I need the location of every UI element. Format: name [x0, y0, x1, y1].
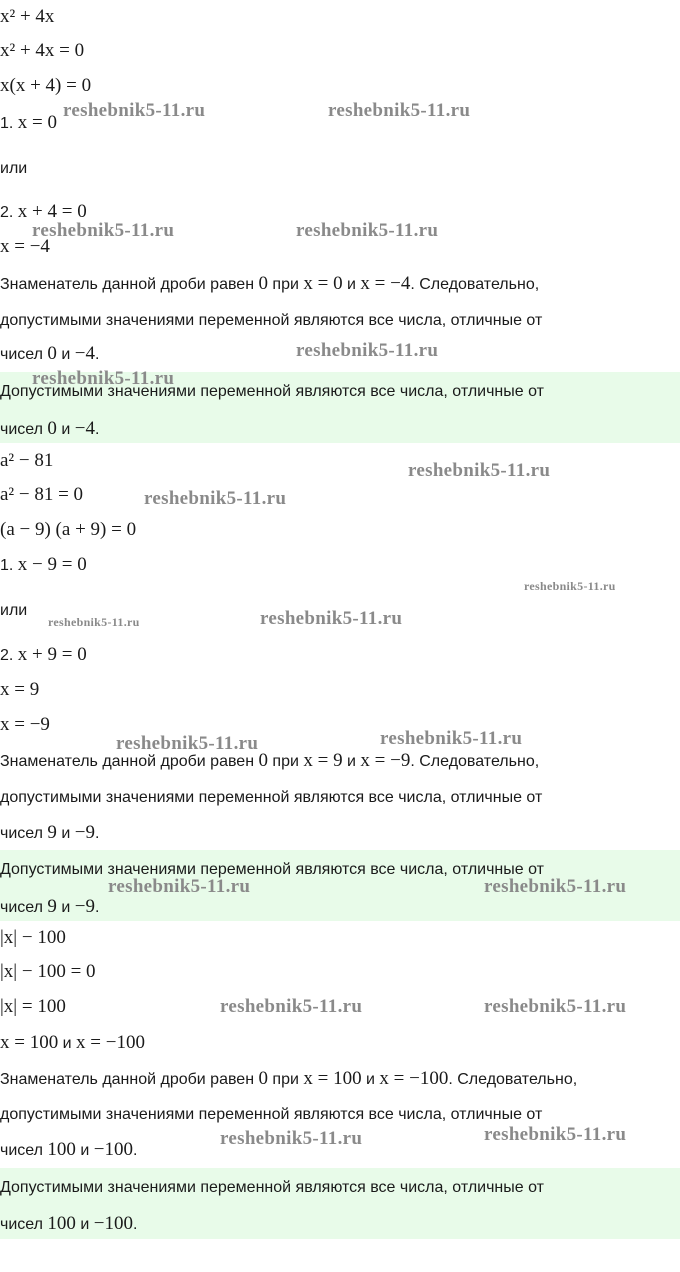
expr-p1-line6: x = −4 [0, 236, 50, 257]
watermark: reshebnik5-11.ru [260, 608, 403, 629]
expr-p2-line1: a² − 81 [0, 450, 54, 471]
answer-p3-line1: Допустимыми значениями переменной являются все числа, отличные от [0, 1179, 544, 1196]
explanation-p1-line1: Знаменатель данной дроби равен 0 при x = 0 и x = −4. Следовательно, [0, 273, 540, 294]
watermark: reshebnik5-11.ru [484, 996, 627, 1017]
expr-p1-case1 [0, 112, 57, 135]
watermark: reshebnik5-11.ru [144, 488, 287, 509]
answer-p1-line2: чисел 0 и −4. [0, 418, 100, 439]
expr-p3-line3: |x| = 100 [0, 996, 66, 1017]
explanation-p1-line2: допустимыми значениями переменной являются все числа, отличные от [0, 312, 543, 329]
watermark: reshebnik5-11.ru [116, 733, 259, 754]
watermark: reshebnik5-11.ru [484, 1124, 627, 1145]
watermark: reshebnik5-11.ru [328, 100, 471, 121]
explanation-p2-line1: Знаменатель данной дроби равен 0 при x = 9 и x = −9. Следовательно, [0, 750, 540, 771]
or-word: или [0, 602, 28, 619]
watermark: reshebnik5-11.ru [63, 100, 206, 121]
watermark: reshebnik5-11.ru [48, 615, 140, 629]
expr-p2-line3: (a − 9) (a + 9) = 0 [0, 519, 137, 540]
case-number: 2. [0, 204, 14, 221]
expr-p2-case2 [0, 644, 87, 667]
expr-p2-case1 [0, 554, 87, 577]
expr-p1-line3: x(x + 4) = 0 [0, 75, 92, 96]
watermark: reshebnik5-11.ru [32, 368, 175, 389]
watermark: reshebnik5-11.ru [220, 996, 363, 1017]
watermark: reshebnik5-11.ru [220, 1128, 363, 1149]
expr-p2-line2: a² − 81 = 0 [0, 484, 84, 505]
explanation-p3-line2: допустимыми значениями переменной являются все числа, отличные от [0, 1106, 543, 1123]
explanation-p1-line3: чисел 0 и −4. [0, 343, 100, 364]
watermark: reshebnik5-11.ru [380, 728, 523, 749]
watermark: reshebnik5-11.ru [484, 876, 627, 897]
case-equation: x + 9 = 0 [17, 644, 87, 665]
case-number: 2. [0, 647, 14, 664]
answer-p3-line2: чисел 100 и −100. [0, 1213, 138, 1234]
answer-p1-line1: Допустимыми значениями переменной являются все числа, отличные от [0, 383, 544, 400]
explanation-p3-line3: чисел 100 и −100. [0, 1139, 138, 1160]
expr-p1-line2: x² + 4x = 0 [0, 40, 85, 61]
expr-p3-line4: x = 100 и x = −100 [0, 1032, 145, 1053]
case-equation: x = 0 [17, 112, 58, 133]
expr-p2-line6: x = 9 [0, 679, 40, 700]
watermark: reshebnik5-11.ru [408, 460, 551, 481]
expr-p3-line1: |x| − 100 [0, 927, 66, 948]
watermark: reshebnik5-11.ru [296, 220, 439, 241]
explanation-p3-line1: Знаменатель данной дроби равен 0 при x = 100 и x = −100. Следовательно, [0, 1068, 578, 1089]
expr-p2-line7: x = −9 [0, 714, 50, 735]
watermark: reshebnik5-11.ru [108, 876, 251, 897]
answer-p2-line2: чисел 9 и −9. [0, 896, 100, 917]
watermark: reshebnik5-11.ru [524, 579, 616, 593]
case-equation: x − 9 = 0 [17, 554, 87, 575]
watermark: reshebnik5-11.ru [296, 340, 439, 361]
explanation-p2-line2: допустимыми значениями переменной являются все числа, отличные от [0, 789, 543, 806]
expr-p3-line2: |x| − 100 = 0 [0, 961, 96, 982]
case-number: 1. [0, 115, 14, 132]
explanation-p2-line3: чисел 9 и −9. [0, 822, 100, 843]
watermark: reshebnik5-11.ru [32, 220, 175, 241]
answer-p2-line1: Допустимыми значениями переменной являются все числа, отличные от [0, 861, 544, 878]
or-word: или [0, 160, 28, 177]
expr-p1-line1: x² + 4x [0, 6, 55, 27]
case-number: 1. [0, 557, 14, 574]
case-equation: x + 4 = 0 [17, 201, 87, 222]
